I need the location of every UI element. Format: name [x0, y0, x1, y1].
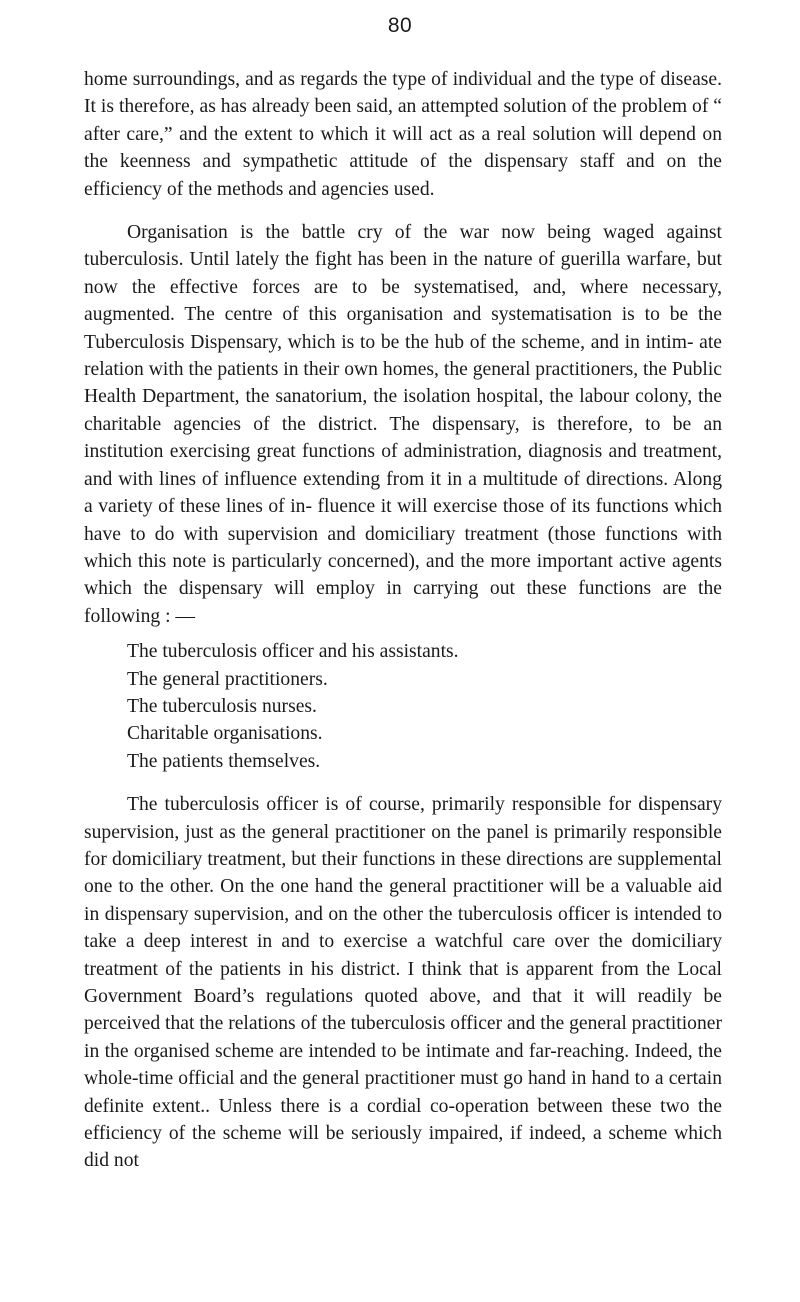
paragraph-continuation: home surroundings, and as regards the type of individual and the type of disease. It is therefore, as has already been said, an attempted solution of the problem of “ after care,” and the extent to which it will act as a real solution will depend on the keenness and sympathetic attitude of the dispensary staff and on the efficiency of the methods and agencies used. [84, 69, 722, 200]
list-gap [84, 630, 722, 638]
page-number: 80 [387, 14, 413, 37]
paragraph-gap [84, 203, 722, 219]
active-agents-list [127, 638, 722, 775]
paragraph-organisation: Organisation is the battle cry of the war now being waged against tuberculosis. Until lately the fight has been in the nature of guerilla warfare, but now the effective forces are to be systematised, and, where necessary, augmented. The centre of this organisation and systematisation is to be the Tuberculosis Dispensary, which is to be the hub of the scheme, and in intim- ate relation with the patients in their own homes, the general practitioners, the Public Health Department, the sanatorium, the isolation hospital, the labour colony, the charitable agencies of the district. The dispensary, is therefore, to be an institution exercising great functions of administration, diagnosis and treatment, and with lines of influence extending from it in a multitude of directions. Along a variety of these lines of in- fluence it will exercise those of its functions which have to do with supervision and domiciliary treatment (those functions with which this note is particularly concerned), and the more important active agents which the dispensary will employ in carrying out these functions are the following : — [84, 222, 722, 627]
list-item: The general practitioners. [127, 668, 328, 690]
list-item: The tuberculosis nurses. [127, 695, 317, 717]
list-item: Charitable organisations. [127, 723, 323, 745]
body-text [84, 66, 722, 1175]
paragraph-tuberculosis-officer: The tuberculosis officer is of course, primarily responsible for dispensary supervision, just as the general practitioner on the panel is primarily responsible for domiciliary treatment, but their functions in these directions are supplemental one to the other. On the one hand the general practitioner will be a valuable aid in dispensary supervision, and on the other the tuberculosis officer is intended to take a deep interest in and to exercise a watchful care over the domiciliary treatment of the patients in his district. I think that is apparent from the Local Government Board’s regulations quoted above, and that it will readily be perceived that the relations of the tuberculosis officer and the general practitioner in the organised scheme are intended to be intimate and far-reaching. Indeed, the whole-time official and the general practitioner must go hand in hand to a certain definite extent.. Unless there is a cordial co-operation between these two the efficiency of the scheme will be seriously impaired, if indeed, a scheme which did not [84, 794, 722, 1172]
list-item: The patients themselves. [127, 750, 321, 772]
list-item: The tuberculosis officer and his assistants. [127, 641, 459, 663]
paragraph-gap [84, 775, 722, 791]
